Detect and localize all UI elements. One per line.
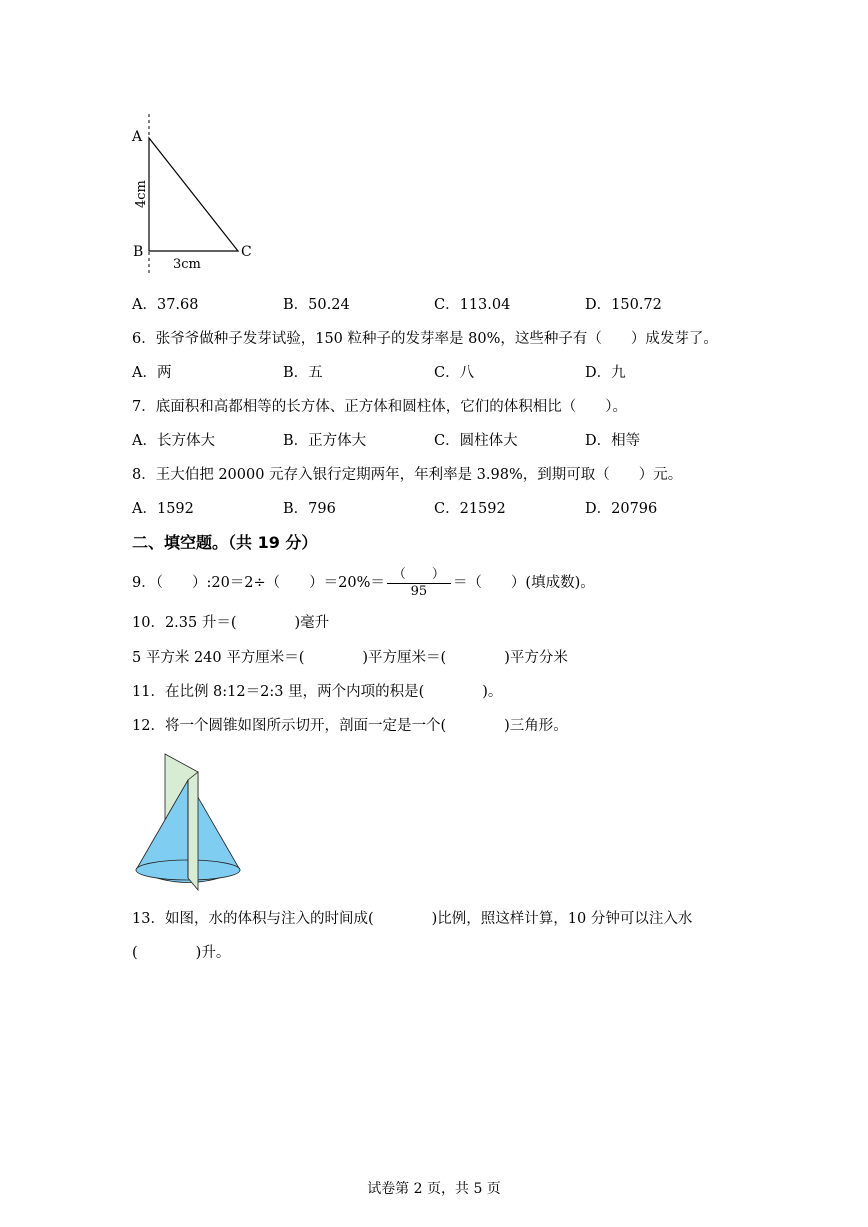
side-ab-label: 4cm <box>134 180 149 208</box>
side-bc-label: 3cm <box>173 257 201 272</box>
q9-text-before: 9．（ ）:20＝2÷（ ）＝20%＝ <box>132 575 385 591</box>
q9-fraction <box>387 567 451 600</box>
q9-fraction-numerator: （ ） <box>387 567 451 584</box>
q5-option-a[interactable]: A．37.68 <box>132 297 199 313</box>
question-7-text: 7．底面积和高都相等的长方体、正方体和圆柱体，它们的体积相比（ ）。 <box>132 399 627 415</box>
question-9 <box>132 566 595 600</box>
question-10-line-1: 10．2.35 升＝( )毫升 <box>132 615 330 631</box>
q7-option-b[interactable]: B．正方体大 <box>283 433 367 449</box>
q8-option-d[interactable]: D．20796 <box>585 501 658 517</box>
q5-option-d[interactable]: D．150.72 <box>585 297 662 313</box>
page-footer: 试卷第 2 页，共 5 页 <box>367 1181 501 1197</box>
vertex-b-label: B <box>133 244 144 260</box>
q6-option-c[interactable]: C．八 <box>434 365 475 381</box>
q9-text-after: ＝（ ）(填成数)。 <box>452 575 595 591</box>
q5-option-c[interactable]: C．113.04 <box>434 297 511 313</box>
q9-fraction-denominator: 95 <box>410 583 428 599</box>
q6-option-d[interactable]: D．九 <box>585 365 626 381</box>
q5-option-b[interactable]: B．50.24 <box>283 297 350 313</box>
right-triangle-figure <box>128 110 268 280</box>
question-12-text: 12．将一个圆锥如图所示切开，剖面一定是一个( )三角形。 <box>132 718 568 734</box>
q6-option-b[interactable]: B．五 <box>283 365 323 381</box>
q8-option-a[interactable]: A．1592 <box>132 501 194 517</box>
question-6-text: 6．张爷爷做种子发芽试验，150 粒种子的发芽率是 80%，这些种子有（ ）成发芽了。 <box>132 331 718 347</box>
vertex-a-label: A <box>132 129 143 145</box>
triangle-shape <box>149 138 238 251</box>
q7-option-c[interactable]: C．圆柱体大 <box>434 433 518 449</box>
cut-cone-figure <box>130 750 250 895</box>
q7-option-a[interactable]: A．长方体大 <box>132 433 215 449</box>
section-2-title: 二、填空题。（共 19 分） <box>132 533 318 552</box>
q7-option-d[interactable]: D．相等 <box>585 433 641 449</box>
q8-option-c[interactable]: C．21592 <box>434 501 506 517</box>
q8-option-b[interactable]: B．796 <box>283 501 336 517</box>
question-13-line-1: 13．如图，水的体积与注入的时间成( )比例，照这样计算，10 分钟可以注入水 <box>132 911 693 927</box>
question-8-text: 8．王大伯把 20000 元存入银行定期两年，年利率是 3.98%，到期可取（ ）元。 <box>132 467 683 483</box>
cutting-plane-front <box>188 772 198 890</box>
question-13-line-2: ( )升。 <box>132 945 231 961</box>
question-11-text: 11．在比例 8:12＝2:3 里，两个内项的积是( )。 <box>132 684 503 700</box>
vertex-c-label: C <box>241 244 252 260</box>
q6-option-a[interactable]: A．两 <box>132 365 172 381</box>
question-10-line-2: 5 平方米 240 平方厘米＝( )平方厘米＝( )平方分米 <box>132 650 568 666</box>
